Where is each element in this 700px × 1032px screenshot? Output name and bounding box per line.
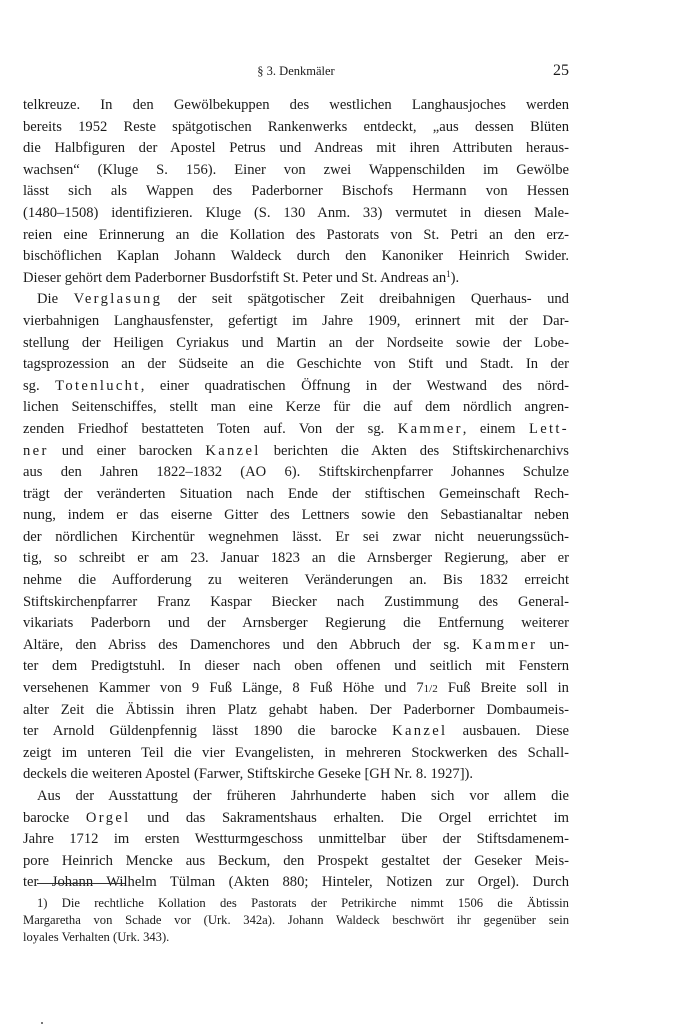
text-line: [23, 441, 569, 463]
text-line: [23, 678, 569, 700]
text-run: ter Arnold Güldenpfennig lässt 1890 die barocke: [23, 723, 393, 740]
text-line: [23, 268, 569, 290]
text-line: reien eine Erinnerung an die Kollation des Pastorats von St. Petri an den erz-: [23, 226, 569, 243]
text-line: telkreuze. In den Gewölbekuppen des westlichen Langhausjoches werden: [23, 97, 569, 113]
text-run: Altäre, den Abriss des Damenchores und den Abbruch der sg.: [23, 636, 473, 653]
text-run: und einer barocken: [48, 442, 206, 459]
emphasized-term: Kanzel: [205, 442, 261, 459]
text-line: wachsen“ (Kluge S. 156). Einer von zwei Wappenschilden im Gewölbe: [23, 161, 569, 178]
text-line: [23, 808, 569, 830]
text-line: alter Zeit die Äbtissin ihren Platz gehabt haben. Der Paderborner Dombaumeis-: [23, 701, 569, 718]
text-line: bischöflichen Kaplan Johann Waldeck durch den Kanoniker Heinrich Swider.: [23, 248, 569, 265]
footnote-divider: [37, 883, 125, 884]
text-line: tagsprozession an der Südseite an die Geschichte von Stift und Stadt. In der: [23, 356, 569, 373]
text-line: aus den Jahren 1822–1832 (AO 6). Stiftskirchenpfarrer Johannes Schulze: [23, 464, 569, 481]
text-line: nung, indem er das eiserne Gitter des Lettners sowie den Sebastianaltar neben: [23, 507, 569, 524]
text-line: nehme die Aufforderung zu weiteren Veränderungen an. Bis 1832 erreicht: [23, 572, 569, 589]
text-run: , einem: [462, 420, 529, 437]
text-run: ).: [450, 269, 460, 286]
text-line: der nördlichen Kirchentür wegnehmen lässt. Er sei zwar nicht neuerungssüch-: [23, 528, 569, 545]
text-run: Dieser gehört dem Paderborner Busdorfstift St. Peter und St. Andreas an: [23, 269, 447, 286]
text-line: bereits 1952 Reste spätgotischen Rankenwerks entdeckt, „aus dessen Blüten: [23, 118, 569, 135]
footnote-line: [23, 895, 569, 912]
text-line: vierbahnigen Langhausfenster, gefertigt im Jahre 1909, erinnert mit der Dar-: [23, 312, 569, 329]
print-speck: [41, 1022, 43, 1024]
text-line: die Halbfiguren der Apostel Petrus und Andreas mit ihren Attributen heraus-: [23, 140, 569, 157]
text-line: lässt sich als Wappen des Paderborner Bischofs Hermann von Hessen: [23, 183, 569, 200]
text-line: pore Heinrich Mencke aus Beckum, den Prospekt gestaltet der Geseker Meis-: [23, 852, 569, 869]
text-line: ter Johann Wilhelm Tülman (Akten 880; Hinteler, Notizen zur Orgel). Durch: [23, 874, 569, 891]
text-run: barocke: [23, 809, 86, 826]
text-run: ausbauen. Diese: [447, 723, 569, 740]
emphasized-term: Lett-: [528, 420, 569, 437]
text-run: und das Sakramentshaus erhalten. Die Orgel errichtet im: [130, 809, 569, 826]
page-header: [23, 62, 569, 82]
footnote-line: Margaretha von Schade vor (Urk. 342a). Johann Waldeck beschwört ihr gegenüber sein: [23, 913, 569, 927]
text-run: Fuß Breite soll in: [437, 680, 569, 697]
text-line: trägt der veränderten Situation nach Ende der stiftischen Gemeinschaft Rech-: [23, 485, 569, 502]
fraction: 1/2: [423, 683, 438, 696]
footnote-marker: 1): [37, 896, 48, 910]
body-text: [23, 95, 569, 894]
emphasized-term: Orgel: [85, 809, 131, 826]
footnote-reference: 1: [446, 268, 451, 279]
text-line: [23, 721, 569, 743]
text-line: (1480–1508) identifizieren. Kluge (S. 130 Anm. 33) vermutet in diesen Male-: [23, 204, 569, 221]
text-line: tig, so schreibt er am 23. Januar 1823 an die Arnsberger Regierung, aber er: [23, 550, 569, 567]
text-run: Die: [37, 291, 74, 308]
text-run: zenden Friedhof bestatteten Toten auf. Von der sg.: [23, 420, 398, 437]
text-line: stellung der Heiligen Cyriakus und Martin an der Nordseite sowie der Lobe-: [23, 334, 569, 351]
text-line: deckels die weiteren Apostel (Farwer, Stiftskirche Geseke [GH Nr. 8. 1927]).: [23, 766, 474, 783]
text-run: der seit spätgotischer Zeit dreibahnigen Querhaus- und: [162, 291, 569, 308]
emphasized-term: Kammer: [472, 636, 538, 653]
text-line: [23, 419, 569, 441]
emphasized-term: Kanzel: [392, 723, 448, 740]
text-run: versehenen Kammer von 9 Fuß Länge, 8 Fuß Höhe und 7: [23, 680, 424, 697]
text-line: Aus der Ausstattung der früheren Jahrhunderte haben sich vor allem die: [37, 788, 569, 804]
emphasized-term: Verglasung: [73, 291, 163, 308]
book-page: [23, 0, 569, 1032]
text-line: Jahre 1712 im ersten Westturmgeschoss unmittelbar über der Stiftsdamenem-: [23, 831, 569, 848]
text-line: zeigt im unteren Teil die vier Evangelisten, in mehreren Stockwerken des Schall-: [23, 744, 569, 761]
emphasized-term: Kammer: [397, 420, 463, 437]
footnote-text: Die rechtliche Kollation des Pastorats der Petrikirche nimmt 1506 die Äbtissin: [61, 896, 569, 910]
page-number: 25: [553, 62, 569, 79]
text-line: [23, 289, 569, 311]
text-line: Stiftskirchenpfarrer Franz Kaspar Biecker nach Zustimmung des General-: [23, 593, 569, 610]
emphasized-term: ner: [23, 442, 49, 459]
text-line: vikariats Paderborn und der Arnsberger Regierung die Entfernung weiterer: [23, 615, 569, 632]
emphasized-term: Totenlucht: [55, 377, 141, 394]
text-line: [23, 635, 569, 657]
text-run: berichten die Akten des Stiftskirchenarchivs: [260, 442, 569, 459]
footnote: [23, 895, 569, 946]
text-line: lichen Seitenschiffes, stellt man eine Kerze für die auf dem nördlich angren-: [23, 399, 569, 416]
text-run: sg.: [23, 377, 56, 394]
running-title: § 3. Denkmäler: [257, 64, 335, 78]
text-line: [23, 376, 569, 398]
text-line: ter dem Predigtstuhl. In dieser nach oben offenen und seitlich mit Fenstern: [23, 658, 569, 675]
text-run: un-: [537, 636, 569, 653]
footnote-line: loyales Verhalten (Urk. 343).: [23, 930, 170, 944]
text-run: , einer quadratischen Öffnung in der Westwand des nörd-: [140, 377, 569, 394]
